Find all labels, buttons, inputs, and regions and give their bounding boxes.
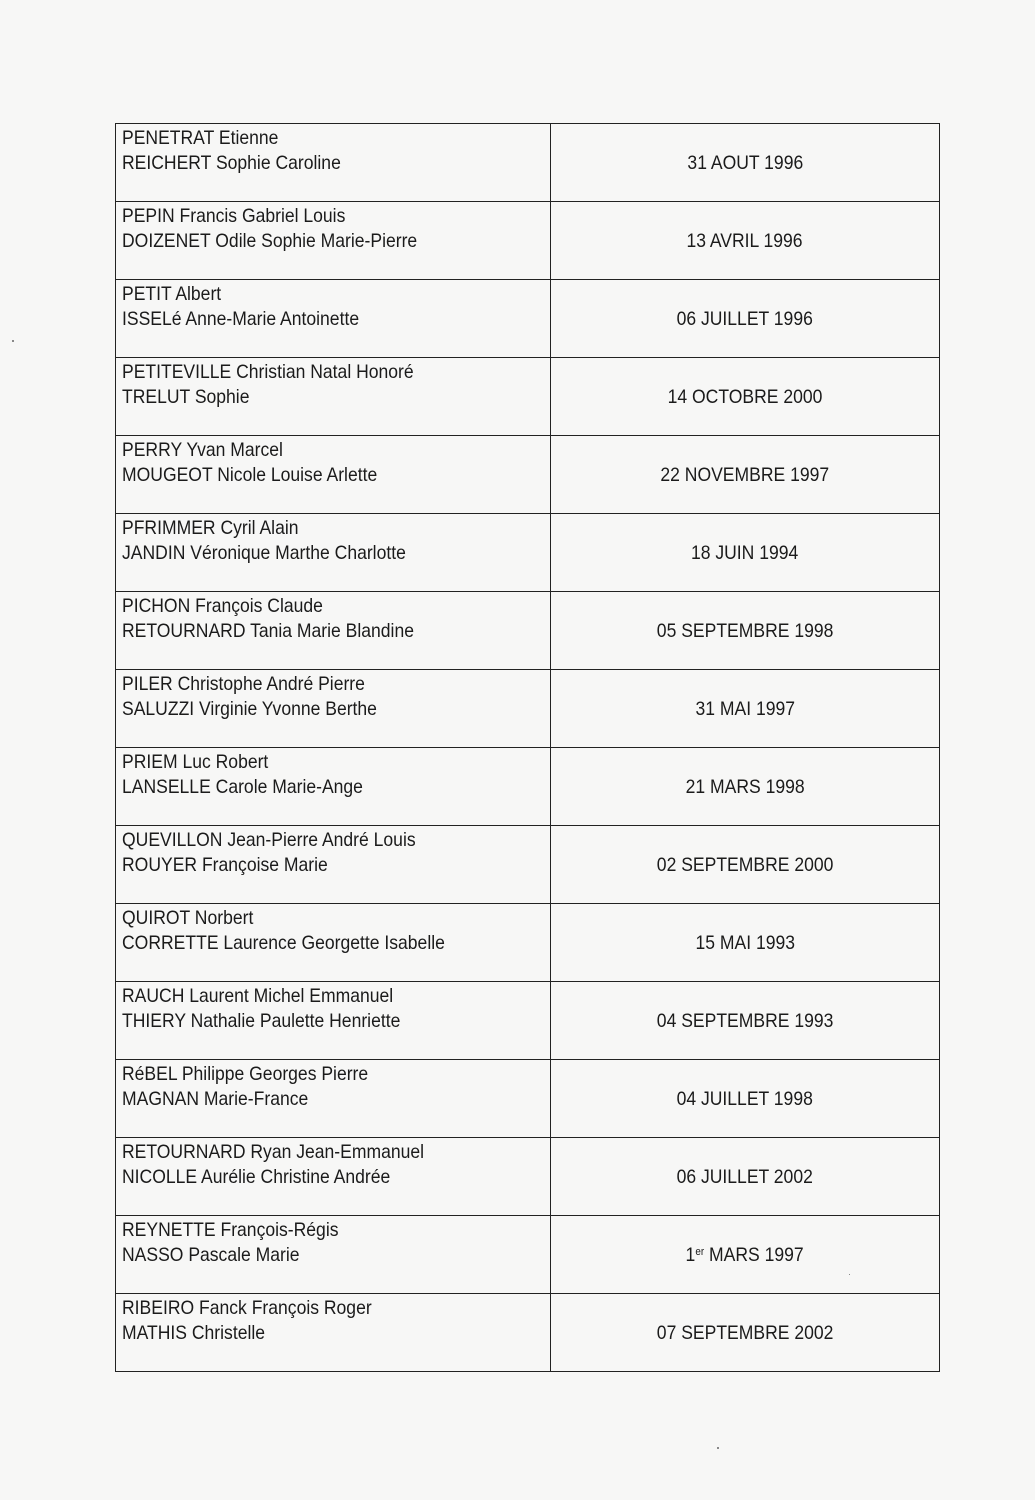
husband-name: RéBEL Philippe Georges Pierre xyxy=(122,1063,369,1085)
wife-name: TRELUT Sophie xyxy=(122,386,250,408)
wife-name: LANSELLE Carole Marie-Ange xyxy=(122,776,363,798)
spouses-cell xyxy=(116,124,551,202)
date-cell xyxy=(551,1294,940,1372)
table-row xyxy=(116,670,940,748)
wife-name: ROUYER Françoise Marie xyxy=(122,854,328,876)
scan-speck xyxy=(717,1447,719,1449)
spouses-cell xyxy=(116,1060,551,1138)
date-cell xyxy=(551,982,940,1060)
date-cell xyxy=(551,280,940,358)
spouses-cell xyxy=(116,358,551,436)
table-row xyxy=(116,124,940,202)
table-row xyxy=(116,1060,940,1138)
wife-name: DOIZENET Odile Sophie Marie-Pierre xyxy=(122,230,418,252)
marriage-date: 07 SEPTEMBRE 2002 xyxy=(656,1321,834,1344)
husband-name: RETOURNARD Ryan Jean-Emmanuel xyxy=(122,1141,425,1163)
husband-name: QUIROT Norbert xyxy=(122,907,254,929)
table-row xyxy=(116,514,940,592)
husband-name: RIBEIRO Fanck François Roger xyxy=(122,1297,372,1319)
husband-name: PETIT Albert xyxy=(122,283,222,305)
husband-name: PETITEVILLE Christian Natal Honoré xyxy=(122,361,414,383)
marriage-date: 14 OCTOBRE 2000 xyxy=(667,385,823,408)
wife-name: CORRETTE Laurence Georgette Isabelle xyxy=(122,932,445,954)
table-row xyxy=(116,592,940,670)
spouses-cell xyxy=(116,982,551,1060)
spouses-cell xyxy=(116,1294,551,1372)
husband-name: PEPIN Francis Gabriel Louis xyxy=(122,205,346,227)
table-row xyxy=(116,1216,940,1294)
scan-speck xyxy=(849,1274,850,1275)
date-cell xyxy=(551,1060,940,1138)
marriage-date: 04 SEPTEMBRE 1993 xyxy=(656,1009,834,1032)
table-row xyxy=(116,748,940,826)
husband-name: REYNETTE François-Régis xyxy=(122,1219,339,1241)
marriage-date: 06 JUILLET 2002 xyxy=(676,1165,814,1188)
marriage-date: 18 JUIN 1994 xyxy=(691,541,799,564)
spouses-cell xyxy=(116,1216,551,1294)
wife-name: NASSO Pascale Marie xyxy=(122,1244,300,1266)
spouses-cell xyxy=(116,748,551,826)
marriage-date: 31 AOUT 1996 xyxy=(687,151,803,174)
date-cell xyxy=(551,904,940,982)
wife-name: MATHIS Christelle xyxy=(122,1322,266,1344)
wife-name: SALUZZI Virginie Yvonne Berthe xyxy=(122,698,377,720)
marriage-date: 15 MAI 1993 xyxy=(695,931,795,954)
spouses-cell xyxy=(116,280,551,358)
wife-name: MAGNAN Marie-France xyxy=(122,1088,309,1110)
spouses-cell xyxy=(116,904,551,982)
scan-speck xyxy=(12,340,14,342)
date-cell xyxy=(551,1216,940,1294)
spouses-cell xyxy=(116,670,551,748)
marriage-date: 02 SEPTEMBRE 2000 xyxy=(656,853,834,876)
husband-name: PRIEM Luc Robert xyxy=(122,751,269,773)
register-body xyxy=(116,124,940,1372)
husband-name: PICHON François Claude xyxy=(122,595,323,617)
table-row xyxy=(116,202,940,280)
date-day: 1 xyxy=(685,1243,696,1266)
wife-name: THIERY Nathalie Paulette Henriette xyxy=(122,1010,401,1032)
table-row xyxy=(116,436,940,514)
table-row xyxy=(116,358,940,436)
date-cell xyxy=(551,592,940,670)
marriage-date: 21 MARS 1998 xyxy=(685,775,805,798)
table-row xyxy=(116,280,940,358)
marriage-date: 04 JUILLET 1998 xyxy=(676,1087,814,1110)
wife-name: RETOURNARD Tania Marie Blandine xyxy=(122,620,414,642)
date-cell xyxy=(551,670,940,748)
marriage-date: MARS 1997 xyxy=(709,1243,805,1266)
date-cell xyxy=(551,202,940,280)
husband-name: QUEVILLON Jean-Pierre André Louis xyxy=(122,829,416,851)
table-row xyxy=(116,904,940,982)
wife-name: REICHERT Sophie Caroline xyxy=(122,152,341,174)
table-row xyxy=(116,826,940,904)
husband-name: PENETRAT Etienne xyxy=(122,127,279,149)
spouses-cell xyxy=(116,202,551,280)
date-cell xyxy=(551,1138,940,1216)
date-cell xyxy=(551,514,940,592)
marriage-date: 06 JUILLET 1996 xyxy=(676,307,814,330)
marriage-date: 22 NOVEMBRE 1997 xyxy=(660,463,830,486)
marriage-date-wrapper xyxy=(686,1243,804,1267)
marriage-date: 13 AVRIL 1996 xyxy=(686,229,804,252)
table-row xyxy=(116,982,940,1060)
date-cell xyxy=(551,826,940,904)
husband-name: RAUCH Laurent Michel Emmanuel xyxy=(122,985,394,1007)
wife-name: ISSELé Anne-Marie Antoinette xyxy=(122,308,360,330)
spouses-cell xyxy=(116,592,551,670)
marriage-date: 05 SEPTEMBRE 1998 xyxy=(656,619,834,642)
wife-name: NICOLLE Aurélie Christine Andrée xyxy=(122,1166,391,1188)
spouses-cell xyxy=(116,826,551,904)
wife-name: JANDIN Véronique Marthe Charlotte xyxy=(122,542,406,564)
date-cell xyxy=(551,436,940,514)
table-row xyxy=(116,1294,940,1372)
spouses-cell xyxy=(116,1138,551,1216)
date-cell xyxy=(551,358,940,436)
date-cell xyxy=(551,124,940,202)
husband-name: PERRY Yvan Marcel xyxy=(122,439,283,461)
table-row xyxy=(116,1138,940,1216)
husband-name: PILER Christophe André Pierre xyxy=(122,673,365,695)
marriage-date: 31 MAI 1997 xyxy=(695,697,795,720)
wife-name: MOUGEOT Nicole Louise Arlette xyxy=(122,464,378,486)
husband-name: PFRIMMER Cyril Alain xyxy=(122,517,299,539)
marriage-register-table xyxy=(115,123,940,1372)
date-ordinal-suffix: er xyxy=(695,1245,705,1258)
spouses-cell xyxy=(116,436,551,514)
spouses-cell xyxy=(116,514,551,592)
date-cell xyxy=(551,748,940,826)
